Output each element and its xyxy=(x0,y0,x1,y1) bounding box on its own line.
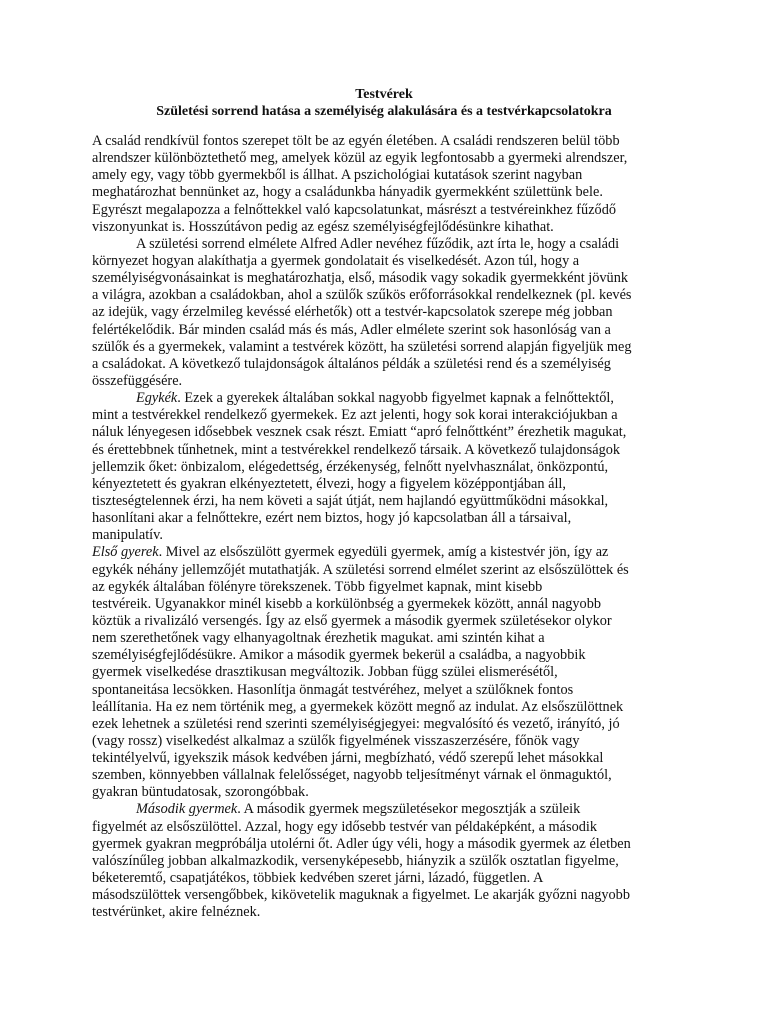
italic-heading: Második gyermek xyxy=(136,801,238,818)
line-text: valószínűleg jobban alkalmazkodik, versenyképesebb, hiányzik a szülők osztatlan figyelme, xyxy=(92,852,619,869)
text-line xyxy=(92,424,692,441)
line-text: testvéreik. Ugyanakkor minél kisebb a korkülönbség a gyermekek között, annál nagyobb xyxy=(92,595,601,612)
text-line xyxy=(92,682,692,699)
text-line xyxy=(92,870,692,887)
line-text: nem szerethetőnek vagy elhanyagoltnak érezhetik magukat. ami szintén kihat a xyxy=(92,630,545,647)
line-text: az egykék általában fölényre törekszenek. Több figyelmet kapnak, mint kisebb xyxy=(92,578,543,595)
line-text: környezet hogyan alakíthatja a gyermek gondolatait és viselkedését. Azon túl, hogy a xyxy=(92,252,580,269)
line-text: kényeztetett és gyakran elkényeztetett, élvezi, hogy a figyelem középpontjában áll, xyxy=(92,475,566,492)
line-text: gyermek viselkedése drasztikusan megváltozik. Jobban függ szülei elismerésétől, xyxy=(92,664,558,681)
line-text: spontaneitása lecsökken. Hasonlítja önmagát testvéréhez, melyet a szülőknek fontos xyxy=(92,681,574,698)
text-line xyxy=(92,493,692,510)
text-line xyxy=(92,836,692,853)
line-text: alrendszer különböztethető meg, amelyek közül az egyik legfontosabb a gyermeki alrendszer, xyxy=(92,150,628,167)
line-text: ezek lehetnek a születési rend szerinti személyiségjegyei: megvalósító és vezető, irányító, jó xyxy=(92,715,620,732)
text-line xyxy=(92,579,692,596)
text-line xyxy=(92,287,692,304)
text-line xyxy=(92,562,692,579)
text-line xyxy=(92,544,692,561)
text-line xyxy=(92,150,692,167)
text-line xyxy=(92,630,692,647)
line-text: hasonlítani akar a felnőttekre, ezért nem biztos, hogy jó kapcsolatban áll a társaival, xyxy=(92,510,572,527)
line-text: a családokat. A következő tulajdonságok általános példák a születési rend és a személyiség xyxy=(92,355,611,372)
line-text: manipulatív. xyxy=(92,527,163,544)
line-text: az idejük, vagy érzelmileg kevéssé elérhetők) ott a testvér-kapcsolatok szerepe még jobban xyxy=(92,304,613,321)
line-text: béketeremtő, csapatjátékos, többiek kedvében szeret járni, lázadó, független. A xyxy=(92,870,544,887)
line-text: személyiségfejlődésükre. Amikor a második gyermek bekerül a családba, a nagyobbik xyxy=(92,647,586,664)
line-text: . Mivel az elsőszülött gyermek egyedüli gyermek, amíg a kistestvér jön, így az xyxy=(158,544,609,561)
page-title: Testvérek xyxy=(355,87,413,102)
text-line xyxy=(92,699,692,716)
text-line xyxy=(92,510,692,527)
line-text: személyiségvonásainkat is meghatározhatja, első, második vagy sokadik gyermekként jövünk xyxy=(92,270,628,287)
text-line xyxy=(92,596,692,613)
text-line xyxy=(92,819,692,836)
line-text: másodszülöttek versengőbbek, kikövetelik maguknak a figyelmet. Le akarják győzni nagyobb xyxy=(92,887,630,904)
text-line xyxy=(92,887,692,904)
line-text: meghatározhat bennünket az, hogy a családunkba hányadik gyermekként születtünk bele. xyxy=(92,184,603,201)
page-subtitle: Születési sorrend hatása a személyiség alakulására és a testvérkapcsolatokra xyxy=(156,104,612,119)
text-line xyxy=(92,339,692,356)
line-text: testvérünket, akire felnéznek. xyxy=(92,904,261,921)
line-text: . A második gyermek megszületésekor megosztják a szüleik xyxy=(237,801,581,818)
line-text: A család rendkívül fontos szerepet tölt be az egyén életében. A családi rendszeren belül több xyxy=(92,133,620,149)
line-text: szemben, könnyebben vállalnak felelősséget, nagyobb teljesítményt várnak el önmaguktól, xyxy=(92,767,612,784)
line-text: a világra, azokban a családokban, ahol a szülők szűkös erőforrásokkal rendelkeznek (pl. kevés xyxy=(92,287,632,304)
text-line xyxy=(92,459,692,476)
line-text: összefüggésére. xyxy=(92,372,183,389)
line-text: Egyrészt megalapozza a felnőttekkel való kapcsolatunkat, másrészt a testvéreinkhez fűződő xyxy=(92,201,616,218)
text-line xyxy=(92,304,692,321)
line-text: jellemzik őket: önbizalom, elégedettség, érzékenység, felnőtt nyelvhasználat, önközpontú, xyxy=(92,458,609,475)
line-text: A születési sorrend elmélete Alfred Adler nevéhez fűződik, azt írta le, hogy a családi xyxy=(136,235,620,252)
line-text: szülők és a gyermekek, valamint a testvérek között, ha születési sorrend alapján figyeljük meg xyxy=(92,338,632,355)
text-line xyxy=(92,133,692,150)
line-text: amely egy, vagy több gyermekből is állhat. A pszichológiai kutatások szerint nagyban xyxy=(92,167,583,184)
text-line xyxy=(92,219,692,236)
text-line xyxy=(92,270,692,287)
text-line xyxy=(92,356,692,373)
line-text: tiszteségtelennek érzi, ha nem követi a saját útját, nem hajlandó együttműködni másokkal, xyxy=(92,492,609,509)
line-text: leállítania. Ha ez nem történik meg, a gyermekek között megnő az indulat. Az elsőszülöttnek xyxy=(92,698,624,715)
text-line xyxy=(92,253,692,270)
text-line xyxy=(92,784,692,801)
italic-heading: Első gyerek xyxy=(92,544,159,561)
text-line xyxy=(92,733,692,750)
text-line xyxy=(92,647,692,664)
text-line xyxy=(92,373,692,390)
line-text: köztük a rivalizáló versengés. Így az első gyermek a második gyermek születésekor olykor xyxy=(92,612,612,629)
line-text: viszonyunkat is. Hosszútávon pedig az egész személyiségfejlődésünkre kihathat. xyxy=(92,218,554,235)
text-line xyxy=(92,167,692,184)
text-line xyxy=(92,664,692,681)
line-text: figyelmét az elsőszülöttel. Azzal, hogy egy idősebb testvér van példaképként, a második xyxy=(92,818,598,835)
line-text: náluk lényegesen idősebbek vesznek csak részt. Emiatt “apró felnőttként” érezhetik magukat, xyxy=(92,424,627,441)
line-text: . Ezek a gyerekek általában sokkal nagyobb figyelmet kapnak a felnőttektől, xyxy=(177,390,614,407)
line-text: tekintélyelvű, igyekszik mások kedvében járni, megbízható, védő szerepű lehet másokkal xyxy=(92,750,604,767)
italic-heading: Egykék xyxy=(136,390,178,407)
text-line xyxy=(92,184,692,201)
text-line xyxy=(92,202,692,219)
line-text: gyermek gyakran megpróbálja utolérni őt. Adler úgy véli, hogy a második gyermek az életben xyxy=(92,835,631,852)
text-line xyxy=(92,322,692,339)
text-line xyxy=(92,853,692,870)
text-line xyxy=(92,716,692,733)
text-line xyxy=(92,442,692,459)
line-text: mint a testvérekkel rendelkező gyermekek. Ez azt jelenti, hogy sok korai interakciójukban a xyxy=(92,407,618,424)
text-line xyxy=(92,407,692,424)
text-line xyxy=(92,236,692,253)
line-text: gyakran büntudatosak, szorongóbbak. xyxy=(92,784,309,801)
text-line xyxy=(92,390,692,407)
text-line xyxy=(92,750,692,767)
line-text: és érettebbnek tűnhetnek, mint a testvérekkel rendelkező társaik. A következő tulajdonságok xyxy=(92,441,621,458)
line-text: egykék néhány jellemzőjét mutathatják. A születési sorrend elmélet szerint az elsőszülöttek és xyxy=(92,561,629,578)
text-line xyxy=(92,801,692,818)
text-line xyxy=(92,767,692,784)
text-line xyxy=(92,476,692,493)
text-line xyxy=(92,527,692,544)
body-text xyxy=(92,133,692,921)
text-line xyxy=(92,613,692,630)
text-line xyxy=(92,904,692,921)
line-text: felértékelődik. Bár minden család más és más, Adler elmélete szerint sok hasonlóság van a xyxy=(92,321,611,338)
line-text: (vagy rossz) viselkedést alkalmaz a szülők figyelmének visszaszerzésére, főnök vagy xyxy=(92,732,580,749)
